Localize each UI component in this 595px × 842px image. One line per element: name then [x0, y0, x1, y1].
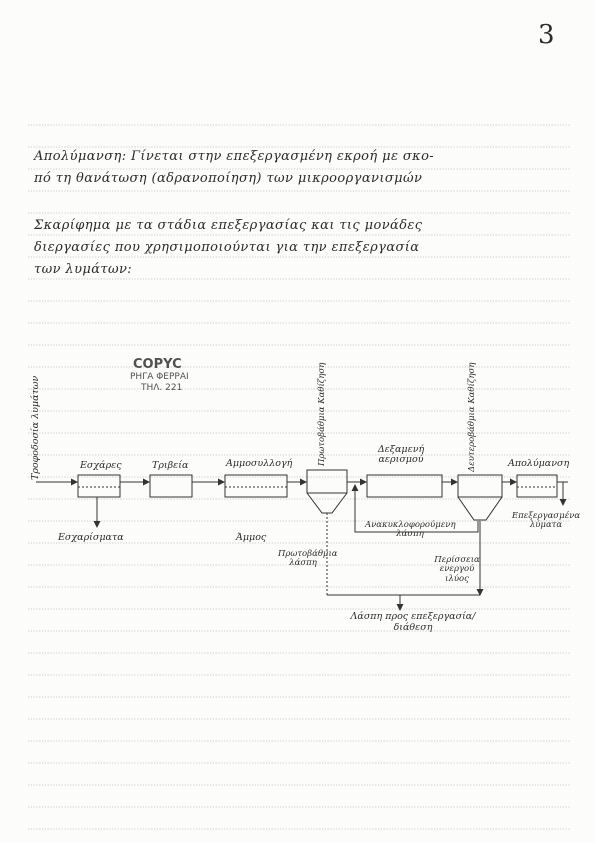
disinfection-label: Απολύμανση [508, 458, 570, 469]
sludge-to-treatment-label: Λάσπη προς επεξεργασία/ διάθεση [350, 611, 476, 633]
grit-chamber-label: Αμμοσυλλογή [226, 458, 293, 469]
stamp-line-2: ΡΗΓΑ ΦΕΡΡΑΙ [130, 372, 189, 382]
sketch-intro-line-2: διεργασίες που χρησιμοποιούνται για την επεξεργασία [34, 240, 420, 255]
disinfection-line-2: πό τη θανάτωση (αδρανοποίηση) των μικροοργανισμών [34, 171, 423, 186]
treated-effluent-label: Επεξεργασμένα λύματα [511, 511, 581, 531]
grit-chamber-box [225, 475, 287, 497]
primary-clarifier-shape [307, 470, 347, 513]
screens-label: Εσχάρες [80, 460, 122, 471]
grinders-label: Τριβεία [152, 460, 189, 471]
grinders-box [150, 475, 192, 497]
sketch-intro-line-1: Σκαρίφημα με τα στάδια επεξεργασίας και τις μονάδες [34, 218, 423, 233]
aeration-tank-box [367, 475, 442, 497]
sketch-intro-line-3: των λυμάτων: [34, 262, 133, 277]
secondary-clarifier-shape [458, 475, 502, 520]
screenings-label: Εσχαρίσματα [58, 532, 124, 543]
influent-label: Τροφοδοσία λυμάτων [30, 375, 41, 480]
primary-sludge-label: Πρωτοβάθμια λάσπη [278, 549, 338, 569]
stamp-line-3: ΤΗΛ. 221 [141, 383, 183, 393]
excess-sludge-label: Περίσσεια ενεργού ιλύος [434, 555, 480, 584]
secondary-clarifier-label: Δευτεροβάθμια Καθίζηση [467, 362, 477, 472]
disinfection-box [517, 475, 557, 497]
recirculated-sludge-label: Ανακυκλοφορούμενη λάσπη [365, 520, 456, 540]
page-number: 3 [538, 20, 555, 50]
stamp-line-1: COPYC [133, 357, 182, 372]
disinfection-line-1: Απολύμανση: Γίνεται στην επεξεργασμένη εκροή με σκο- [34, 149, 435, 164]
sand-label: Άμμος [236, 532, 267, 543]
aeration-tank-label: Δεξαμενή αερισμού [377, 444, 425, 465]
primary-clarifier-label: Πρωτοβάθμια Καθίζηση [317, 362, 327, 466]
screens-box [78, 475, 120, 497]
